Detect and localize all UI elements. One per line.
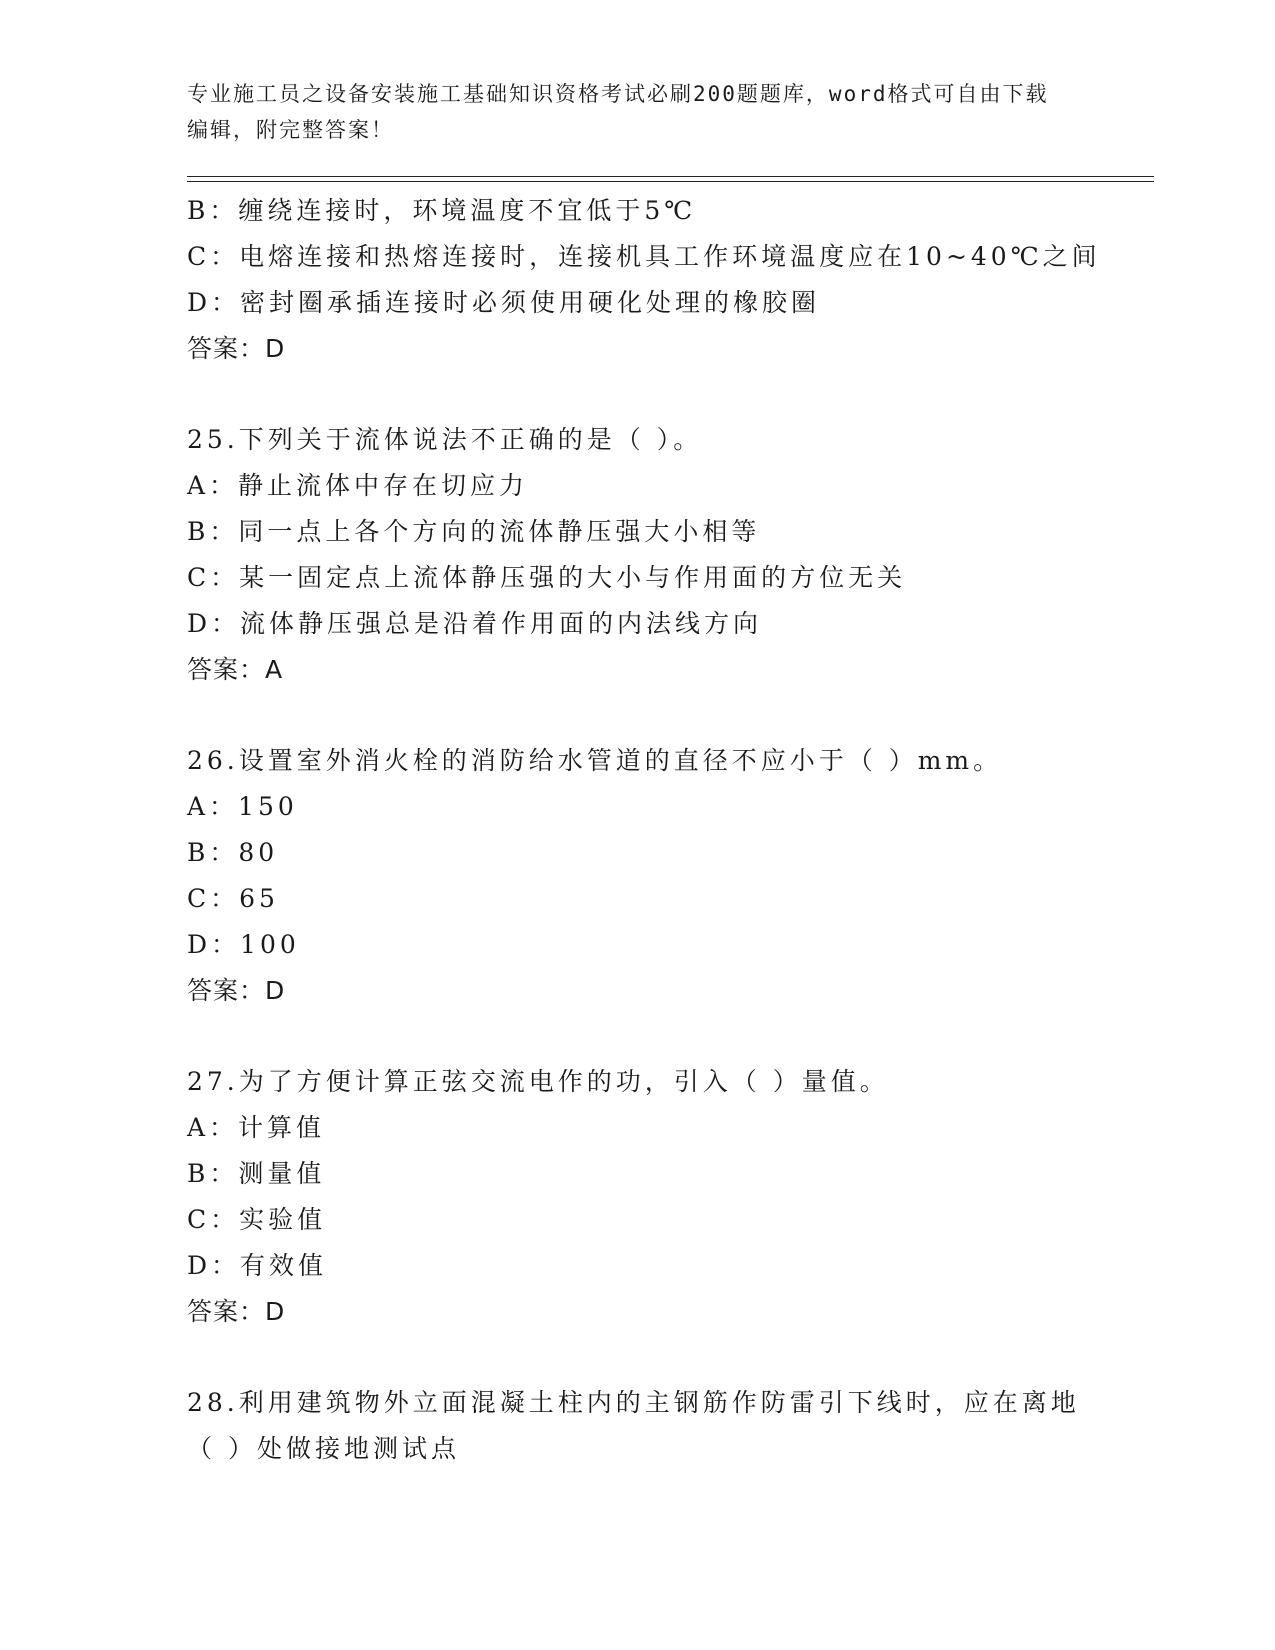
answer-line: 答案：D <box>187 976 286 1005</box>
answer-line: 答案：D <box>187 334 286 363</box>
answer-line: 答案：D <box>187 1297 286 1326</box>
option-a: A：静止流体中存在切应力 <box>187 471 529 500</box>
option-c: C：电熔连接和热熔连接时，连接机具工作环境温度应在10~40℃之间 <box>187 242 1101 271</box>
document-header <box>187 76 1067 148</box>
question-25 <box>187 417 1107 693</box>
option-b: B：缠绕连接时，环境温度不宜低于5℃ <box>187 196 697 225</box>
option-d: D：密封圈承插连接时必须使用硬化处理的橡胶圈 <box>187 288 821 317</box>
option-a: A：计算值 <box>187 1113 326 1142</box>
option-c: C：65 <box>187 884 279 913</box>
question-24-continuation <box>187 188 1107 372</box>
option-b: B：同一点上各个方向的流体静压强大小相等 <box>187 517 761 546</box>
question-list <box>187 188 1107 1472</box>
option-d: D：100 <box>187 930 300 959</box>
question-stem: 27.为了方便计算正弦交流电作的功，引入（ ）量值。 <box>187 1067 889 1096</box>
question-stem: 26.设置室外消火栓的消防给水管道的直径不应小于（ ）mm。 <box>187 746 1003 775</box>
answer-line: 答案：A <box>187 655 284 684</box>
option-b: B：80 <box>187 838 279 867</box>
question-27 <box>187 1059 1107 1335</box>
option-b: B：测量值 <box>187 1159 326 1188</box>
option-c: C：实验值 <box>187 1205 327 1234</box>
question-28 <box>187 1380 1107 1472</box>
option-d: D：有效值 <box>187 1251 328 1280</box>
question-stem-line-2: （ ）处做接地测试点 <box>187 1434 460 1463</box>
question-stem-line-1: 28.利用建筑物外立面混凝土柱内的主钢筋作防雷引下线时，应在离地 <box>187 1388 1080 1417</box>
option-a: A：150 <box>187 792 298 821</box>
option-d: D：流体静压强总是沿着作用面的内法线方向 <box>187 609 763 638</box>
header-divider-bottom <box>187 181 1154 182</box>
question-26 <box>187 738 1107 1014</box>
option-c: C：某一固定点上流体静压强的大小与作用面的方位无关 <box>187 563 907 592</box>
header-text: 专业施工员之设备安装施工基础知识资格考试必刷200题题库，word格式可自由下载编辑，附完整答案！ <box>187 82 1049 142</box>
question-stem: 25.下列关于流体说法不正确的是（ ）。 <box>187 425 703 454</box>
header-divider-top <box>187 176 1154 177</box>
